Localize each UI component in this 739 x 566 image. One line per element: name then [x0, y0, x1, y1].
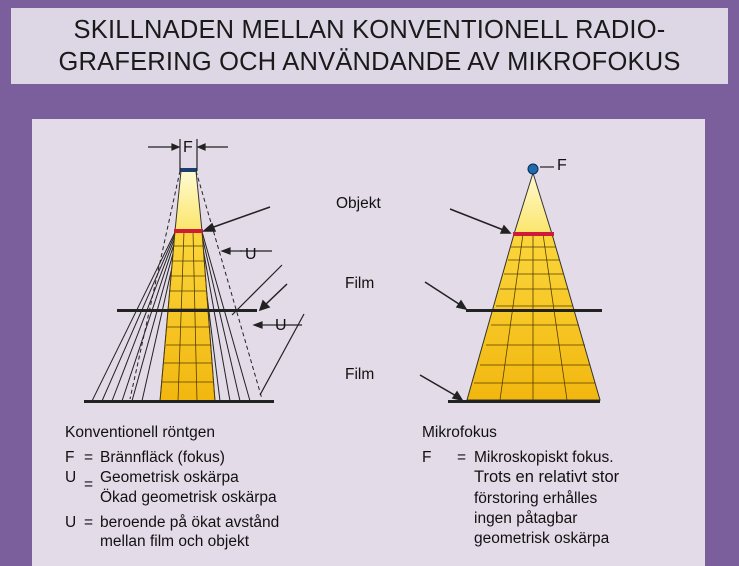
object-right — [513, 232, 554, 236]
legend-right-line-4: ingen påtagbar — [474, 510, 578, 527]
film-2-left — [84, 400, 274, 403]
film-2-right — [448, 400, 600, 403]
legend-left-heading: Konventionell röntgen — [65, 424, 215, 441]
legend-left-sym-1: F — [65, 449, 75, 466]
legend-left-text-3a: beroende på ökat avstånd — [100, 514, 280, 531]
legend-right-line-3: förstoring erhålles — [474, 490, 598, 507]
focus-label-left: F — [183, 139, 193, 156]
title-line-1: SKILLNADEN MELLAN KONVENTIONELL RADIO- — [73, 16, 666, 44]
beam-upper — [175, 171, 202, 231]
legend-right-sym-1: F — [422, 449, 432, 466]
legend-left-sym-3: U — [65, 514, 77, 531]
micro-beam-lower — [467, 234, 600, 400]
focal-spot — [180, 168, 197, 172]
object-left — [174, 229, 203, 233]
legend-left-eq-2: = — [84, 476, 94, 493]
film-1-right — [466, 309, 602, 312]
legend-left-eq-1: = — [84, 449, 94, 466]
u-label-2: U — [275, 317, 287, 334]
legend-left-text-2a: Geometrisk oskärpa — [100, 469, 239, 486]
conventional-diagram — [84, 139, 304, 403]
label-film-2: Film — [345, 366, 375, 383]
legend-right-line-2: Trots en relativt stor — [474, 468, 620, 486]
label-film-1: Film — [345, 275, 375, 292]
legend-right-eq-1: = — [457, 449, 467, 466]
legend-left-text-1: Brännfläck (fokus) — [100, 449, 225, 466]
u-arrows — [222, 248, 304, 395]
legend-left-eq-3: = — [84, 514, 94, 531]
legend-right-line-5: geometrisk oskärpa — [474, 530, 610, 547]
microfocus-diagram — [420, 164, 602, 403]
legend-left-text-3b: mellan film och objekt — [100, 533, 250, 550]
micro-focus-dot — [528, 164, 538, 174]
label-objekt: Objekt — [336, 195, 381, 212]
micro-beam-upper — [514, 173, 552, 234]
legend-right-heading: Mikrofokus — [422, 424, 497, 441]
title-line-2: GRAFERING OCH ANVÄNDANDE AV MIKROFOKUS — [58, 48, 681, 76]
legend-left-text-2b: Ökad geometrisk oskärpa — [100, 489, 277, 506]
focus-label-right: F — [557, 157, 567, 174]
title-box — [11, 8, 728, 84]
diagram-panel — [32, 119, 705, 566]
u-label-1: U — [245, 246, 257, 263]
legend-left-sym-2: U — [65, 469, 77, 486]
legend-right-text-1: Mikroskopiskt fokus. — [474, 449, 614, 466]
